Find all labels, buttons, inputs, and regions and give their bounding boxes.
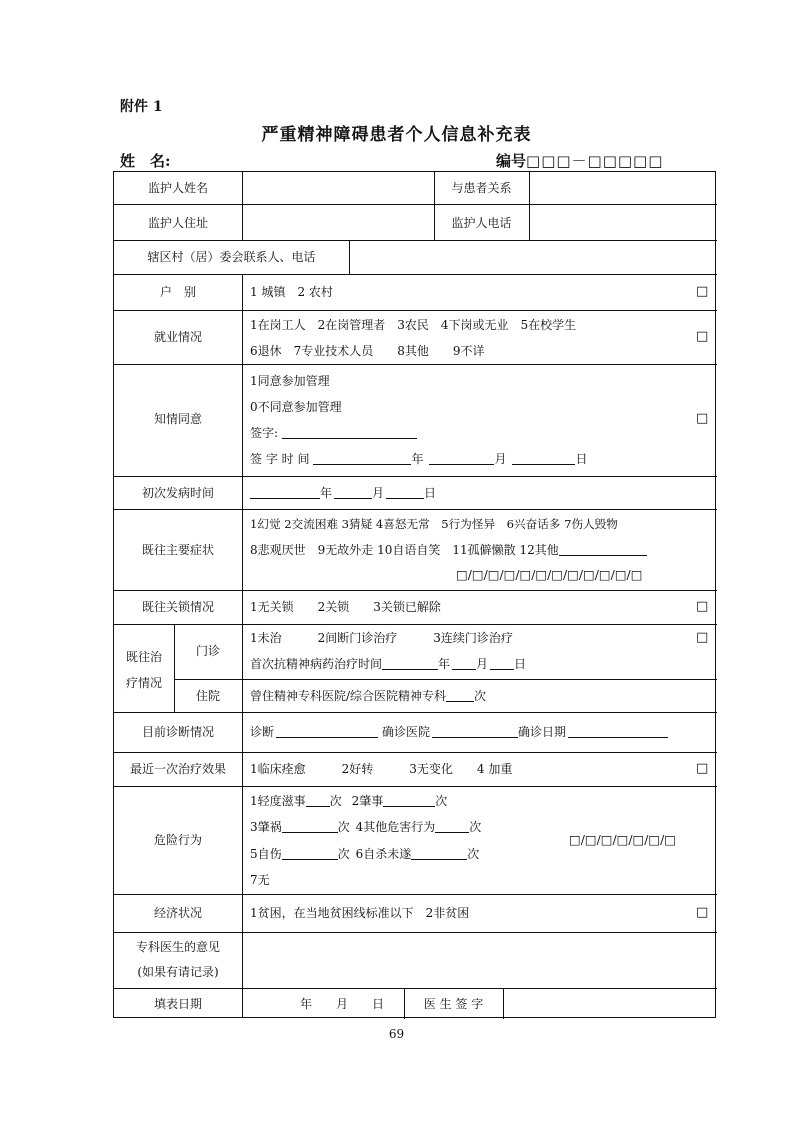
med-month-field[interactable]: [452, 657, 476, 670]
employment-label: 就业情况: [153, 330, 202, 344]
recent-effect-checkbox[interactable]: □: [696, 761, 709, 776]
onset-month-field[interactable]: [334, 486, 372, 499]
diagnosis-hospital-label: 确诊医院: [382, 725, 431, 739]
economic-checkbox[interactable]: □: [696, 905, 709, 920]
diagnosis-hospital-field[interactable]: [432, 725, 518, 738]
symptoms-checkboxes[interactable]: □/□/□/□/□/□/□/□/□/□/□/□: [456, 567, 643, 582]
household-options: 1 城镇 2 农村: [250, 285, 333, 299]
med-year-unit: 年: [438, 657, 451, 671]
treatment-label-line1: 既往治: [125, 650, 162, 664]
lockup-options: 1无关锁 2关锁 3关锁已解除: [250, 600, 441, 614]
onset-day-field[interactable]: [386, 486, 424, 499]
onset-day-unit: 日: [424, 486, 437, 500]
inpatient-times-unit: 次: [474, 689, 487, 703]
diagnosis-date-label: 确诊日期: [518, 725, 567, 739]
doctor-signature-label: 医 生 签 字: [423, 997, 484, 1011]
first-medication-time: [250, 657, 526, 671]
inpatient-description: 曾住精神专科医院/综合医院精神专科: [250, 689, 447, 703]
guardian-name-label: 监护人姓名: [147, 181, 208, 195]
symptoms-line1: 1幻觉 2交流困难 3猜疑 4喜怒无常 5行为怪异 6兴奋话多 7伤人毁物: [250, 517, 618, 531]
record-number-label: [496, 150, 663, 171]
inpatient-times-field[interactable]: [446, 689, 474, 702]
info-form-table: [113, 171, 716, 1018]
danger-4-label: 4其他危害行为: [355, 820, 436, 834]
guardian-phone-label: 监护人电话: [451, 216, 512, 230]
signature-line[interactable]: [282, 426, 417, 439]
danger-2-field[interactable]: [383, 794, 435, 807]
diagnosis-date-field[interactable]: [568, 725, 668, 738]
recent-effect-label: 最近一次治疗效果: [129, 762, 226, 776]
consent-sign-time: [250, 452, 588, 466]
committee-contact-label: 辖区村（居）委会联系人、电话: [147, 250, 316, 264]
employment-options-line2: 6退休 7专业技术人员 8其他 9不详: [250, 344, 485, 358]
guardian-address-label: 监护人住址: [147, 216, 208, 230]
consent-agree: 1同意参加管理: [250, 374, 330, 388]
danger-6-label: 6自杀未遂: [355, 847, 412, 861]
lockup-label: 既往关锁情况: [141, 600, 214, 614]
diagnosis-field[interactable]: [276, 725, 378, 738]
fill-date-ymd: 年 月 日: [300, 997, 385, 1011]
employment-checkbox[interactable]: □: [696, 329, 709, 344]
outpatient-label: 门诊: [195, 644, 220, 658]
number-boxes[interactable]: □□□－□□□□□: [526, 152, 664, 170]
form-title: 严重精神障碍患者个人信息补充表: [261, 125, 532, 145]
employment-options-line1: 1在岗工人 2在岗管理者 3农民 4下岗或无业 5在校学生: [250, 318, 577, 332]
consent-signature: [250, 426, 417, 440]
med-day-field[interactable]: [490, 657, 514, 670]
danger-behavior-label: 危险行为: [153, 833, 202, 847]
doctor-opinion-label-line1: 专科医生的意见: [135, 940, 220, 954]
danger-line3: [250, 847, 479, 861]
sign-year-field[interactable]: [313, 452, 411, 465]
onset-year-unit: 年: [320, 486, 333, 500]
month-unit: 月: [494, 452, 507, 466]
page-number: 69: [388, 1027, 405, 1041]
consent-sign-label: 签字:: [250, 426, 279, 440]
danger-5-field[interactable]: [282, 847, 338, 860]
symptoms-line2-text: 8悲观厌世 9无故外走 10自语自笑 11孤僻懒散 12其他: [250, 543, 559, 557]
diagnosis-label: 目前诊断情况: [141, 725, 214, 739]
danger-4-field[interactable]: [435, 820, 469, 833]
med-month-unit: 月: [476, 657, 489, 671]
diagnosis-text-label: 诊断: [250, 725, 275, 739]
symptoms-line2: [250, 543, 647, 557]
attachment-label: 附件 1: [120, 99, 163, 115]
danger-3-label: 3肇祸: [250, 820, 282, 834]
danger-5-label: 5自伤: [250, 847, 282, 861]
sign-time-label: 签 字 时 间: [250, 452, 310, 466]
first-medication-label: 首次抗精神病药治疗时间: [250, 657, 383, 671]
danger-checkboxes[interactable]: □/□/□/□/□/□/□: [569, 832, 676, 847]
day-unit: 日: [575, 452, 588, 466]
lockup-checkbox[interactable]: □: [696, 599, 709, 614]
economic-label: 经济状况: [153, 906, 202, 920]
number-label-text: 编号: [496, 152, 527, 170]
med-day-unit: 日: [514, 657, 527, 671]
outpatient-checkbox[interactable]: □: [696, 630, 709, 645]
sign-month-field[interactable]: [429, 452, 494, 465]
consent-label: 知情同意: [153, 412, 202, 426]
inpatient-label: 住院: [195, 689, 220, 703]
danger-1-field[interactable]: [306, 794, 330, 807]
danger-4-unit: 次: [469, 820, 482, 834]
household-label: 户 别: [159, 285, 196, 299]
treatment-label-line2: 疗情况: [125, 676, 162, 690]
danger-6-field[interactable]: [411, 847, 467, 860]
danger-6-unit: 次: [467, 847, 480, 861]
danger-7-label: 7无: [250, 873, 270, 887]
symptoms-other-field[interactable]: [559, 543, 647, 556]
onset-month-unit: 月: [372, 486, 385, 500]
danger-3-field[interactable]: [282, 820, 338, 833]
year-unit: 年: [411, 452, 424, 466]
consent-checkbox[interactable]: □: [696, 411, 709, 426]
symptoms-label: 既往主要症状: [141, 543, 214, 557]
economic-options: 1贫困，在当地贫困线标准以下 2非贫困: [250, 906, 470, 920]
diagnosis-fields: [250, 725, 668, 739]
danger-2-label: 2肇事: [351, 794, 384, 808]
patient-name-label: 姓 名:: [120, 152, 171, 170]
danger-2-unit: 次: [435, 794, 448, 808]
danger-line2: [250, 820, 481, 834]
consent-disagree: 0不同意参加管理: [250, 400, 342, 414]
household-checkbox[interactable]: □: [696, 284, 709, 299]
fill-date-label: 填表日期: [153, 997, 202, 1011]
outpatient-options: 1未治 2间断门诊治疗 3连续门诊治疗: [250, 631, 513, 645]
recent-effect-options: 1临床痊愈 2好转 3无变化 4 加重: [250, 762, 513, 776]
inpatient-text: [250, 689, 486, 703]
onset-time-label: 初次发病时间: [141, 486, 214, 500]
danger-1-label: 1轻度滋事: [250, 794, 306, 808]
med-year-field[interactable]: [382, 657, 438, 670]
onset-year-field[interactable]: [250, 486, 320, 499]
doctor-opinion-label-line2: (如果有请记录): [137, 965, 219, 979]
danger-1-unit: 次: [329, 794, 342, 808]
danger-3-unit: 次: [337, 820, 350, 834]
danger-5-unit: 次: [337, 847, 350, 861]
sign-day-field[interactable]: [512, 452, 575, 465]
relation-label: 与患者关系: [451, 181, 512, 195]
onset-time-fields: [250, 486, 436, 500]
danger-line1: [250, 794, 447, 808]
